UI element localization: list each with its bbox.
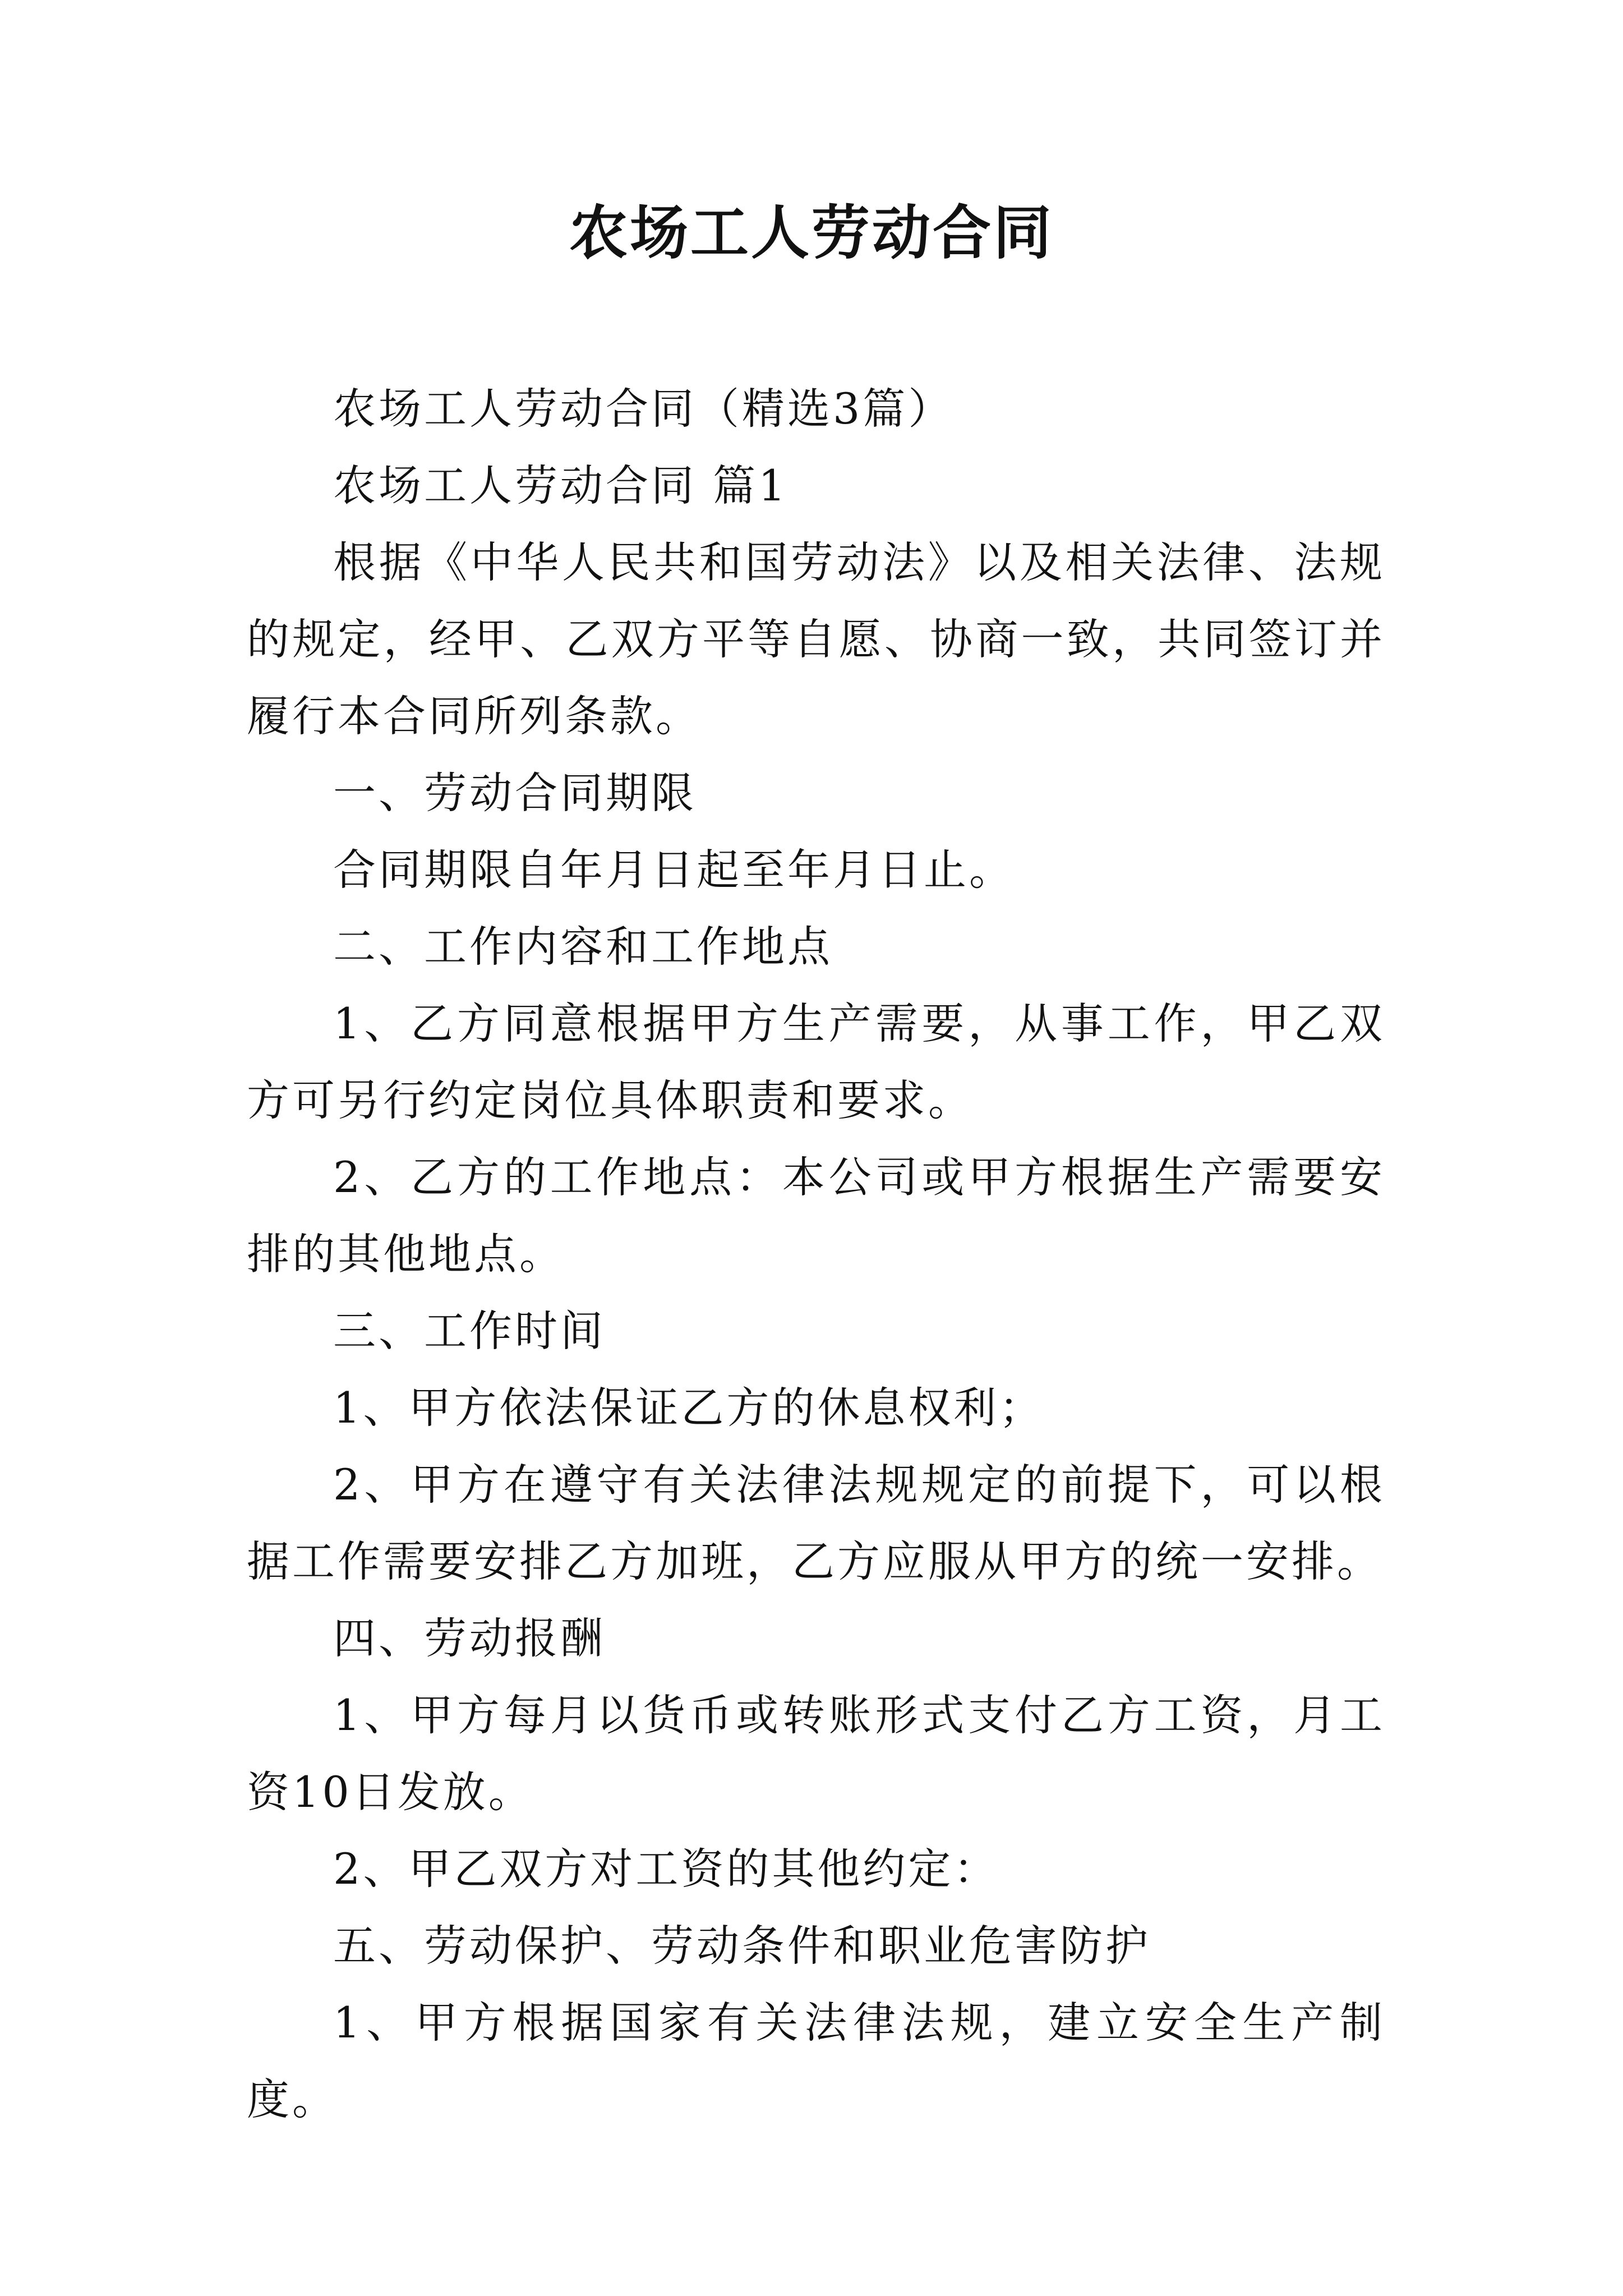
document-body [247, 370, 1385, 2138]
paragraph-work-content-1: 1、乙方同意根据甲方生产需要，从事工作，甲乙双方可另行约定岗位具体职责和要求。 [247, 999, 1385, 1125]
paragraph-preamble: 根据《中华人民共和国劳动法》以及相关法律、法规的规定，经甲、乙双方平等自愿、协商一致，共同签订并履行本合同所列条款。 [247, 537, 1385, 741]
paragraph-protection-1: 1、甲方根据国家有关法律法规，建立安全生产制度。 [247, 1998, 1385, 2124]
paragraph-work-content-2: 2、乙方的工作地点：本公司或甲方根据生产需要安排的其他地点。 [247, 1152, 1385, 1279]
document-title: 农场工人劳动合同 [569, 198, 1054, 267]
paragraph-remuneration-2: 2、甲乙双方对工资的其他约定： [333, 1844, 999, 1894]
section-heading-work-time: 三、工作时间 [333, 1306, 606, 1356]
paragraph-subtitle: 农场工人劳动合同（精选3篇） [333, 384, 954, 434]
paragraph-work-time-1: 1、甲方依法保证乙方的休息权利； [333, 1383, 1045, 1433]
section-heading-term: 一、劳动合同期限 [333, 768, 697, 818]
paragraph-term: 合同期限自年月日起至年月日止。 [333, 845, 1015, 895]
section-heading-work-content: 二、工作内容和工作地点 [333, 922, 833, 972]
section-heading-protection: 五、劳动保护、劳动条件和职业危害防护 [333, 1921, 1151, 1971]
section-heading-remuneration: 四、劳动报酬 [333, 1613, 606, 1663]
paragraph-part-heading: 农场工人劳动合同 篇1 [333, 461, 789, 510]
paragraph-remuneration-1: 1、甲方每月以货币或转账形式支付乙方工资，月工资10日发放。 [247, 1690, 1385, 1817]
paragraph-work-time-2: 2、甲方在遵守有关法律法规规定的前提下，可以根据工作需要安排乙方加班，乙方应服从甲方的统一安排。 [247, 1460, 1385, 1586]
